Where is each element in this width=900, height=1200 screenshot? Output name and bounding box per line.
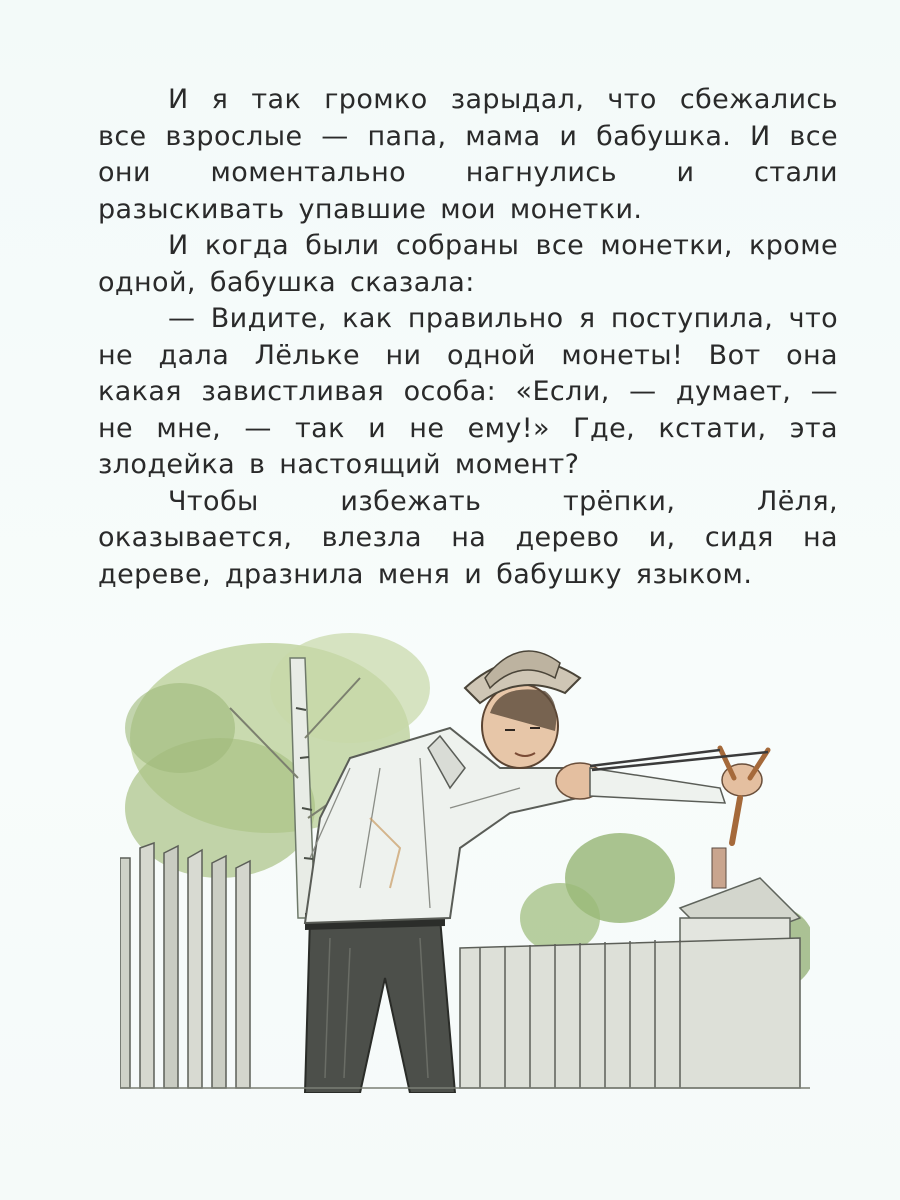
paragraph-4: Чтобы избежать трёпки, Лёля, оказывается, влезла на дерево и, сидя на дереве, дразнила меня и бабушку языком. xyxy=(98,485,838,590)
story-text xyxy=(98,82,838,593)
illustration-drawing xyxy=(120,618,810,1093)
fence xyxy=(120,843,800,1088)
paragraph-2: И когда были собраны все монетки, кроме одной, бабушка сказала: xyxy=(98,230,838,298)
paragraph-1: И я так громко зарыдал, что сбежались все взрослые — папа, мама и бабушка. И все они моментально нагнулись и стали разыскивать упавшие мои монетки. xyxy=(98,84,838,225)
paragraph-3: — Видите, как правильно я поступила, что не дала Лёльке ни одной монеты! Вот она какая завистливая особа: «Если, — думает, — не мне, — так и не ему!» Где, кстати, эта злодейка в настоящий момент? xyxy=(98,303,838,480)
illustration-boy-with-slingshot xyxy=(120,618,810,1093)
